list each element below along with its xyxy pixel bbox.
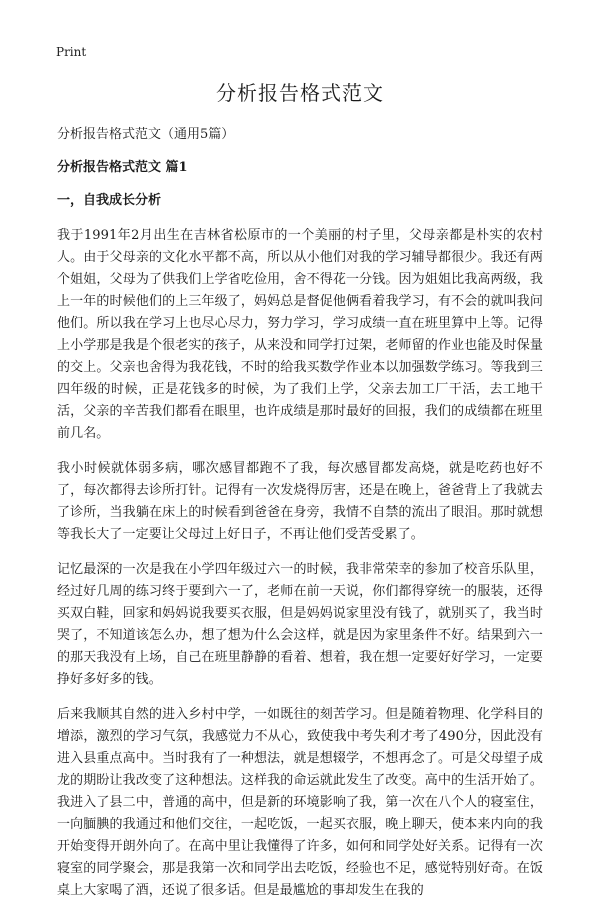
article-heading: 分析报告格式范文 篇1: [57, 160, 188, 175]
body-paragraph: 我于1991年2月出生在吉林省松原市的一个美丽的村子里，父母亲都是朴实的农村人。由于父母亲的文化水平都不高，所以从小他们对我的学习辅导都很少。我还有两个姐姐，父母为了供我们上学省吃俭用，舍不得花一分钱。因为姐姐比我高两级，我上一年的时候他们的上三年级了，妈妈总是督促他俩看着我学习，有不会的就叫我问他们。所以我在学习上也尽心尽力，努力学习，学习成绩一直在班里算中上等。记得上小学那是我是个很老实的孩子，从来没和同学打过架，老师留的作业也能及时保量的交上。父亲也舍得为我花钱，不时的给我买数学作业本以加强数学练习。等我到三四年级的时候，正是花钱多的时候，为了我们上学，父亲去加工厂干活，去工地干活，父亲的辛苦我们都看在眼里，也许成绩是那时最好的回报，我们的成绩都在班里前几名。: [57, 228, 543, 441]
body-paragraph: 记忆最深的一次是我在小学四年级过六一的时候，我非常荣幸的参加了校音乐队里，经过好几周的练习终于要到六一了，老师在前一天说，你们都得穿统一的服装，还得买双白鞋，回家和妈妈说我要买衣服，但是妈妈说家里没有钱了，就别买了，我当时哭了，不知道该怎么办，想了想为什么会这样，就是因为家里条件不好。结果到六一的那天我没有上场，自己在班里静静的看着、想着，我在想一定要好好学习，一定要挣好多好多的钱。: [57, 562, 543, 687]
body-paragraph: 后来我顺其自然的进入乡村中学，一如既往的刻苦学习。但是随着物理、化学科目的增添，激烈的学习气氛，我感觉力不从心，致使我中考失利才考了490分，因此没有进入县重点高中。当时我有了一种想法，就是想辍学，不想再念了。可是父母望子成龙的期盼让我改变了这种想法。这样我的命运就此发生了改变。高中的生活开始了。我进入了县二中，普通的高中，但是新的环境影响了我，第一次在八个人的寝室住，一向腼腆的我通过和他们交往，一起吃饭，一起买衣服，晚上聊天，使本来内向的我开始变得开朗外向了。在高中里让我懂得了许多，如何和同学处好关系。记得有一次寝室的同学聚会，那是我第一次和同学出去吃饭，经验也不足，感觉特别好奇。在饭桌上大家喝了酒，还说了很多话。但是最尴尬的事却发生在我的: [57, 707, 543, 898]
document-title: 分析报告格式范文: [216, 81, 384, 105]
section-heading: 一，自我成长分析: [57, 193, 162, 208]
document-subtitle: 分析报告格式范文（通用5篇）: [57, 127, 235, 142]
body-paragraph: 我小时候就体弱多病，哪次感冒都跑不了我，每次感冒都发高烧，就是吃药也好不了，每次都得去诊所打针。记得有一次发烧得厉害，还是在晚上，爸爸背上了我就去了诊所，当我躺在床上的时候看到爸爸在身旁，我情不自禁的流出了眼泪。那时就想等我长大了一定要让父母过上好日子，不再让他们受苦受累了。: [57, 461, 543, 542]
print-label: Print: [56, 45, 87, 59]
